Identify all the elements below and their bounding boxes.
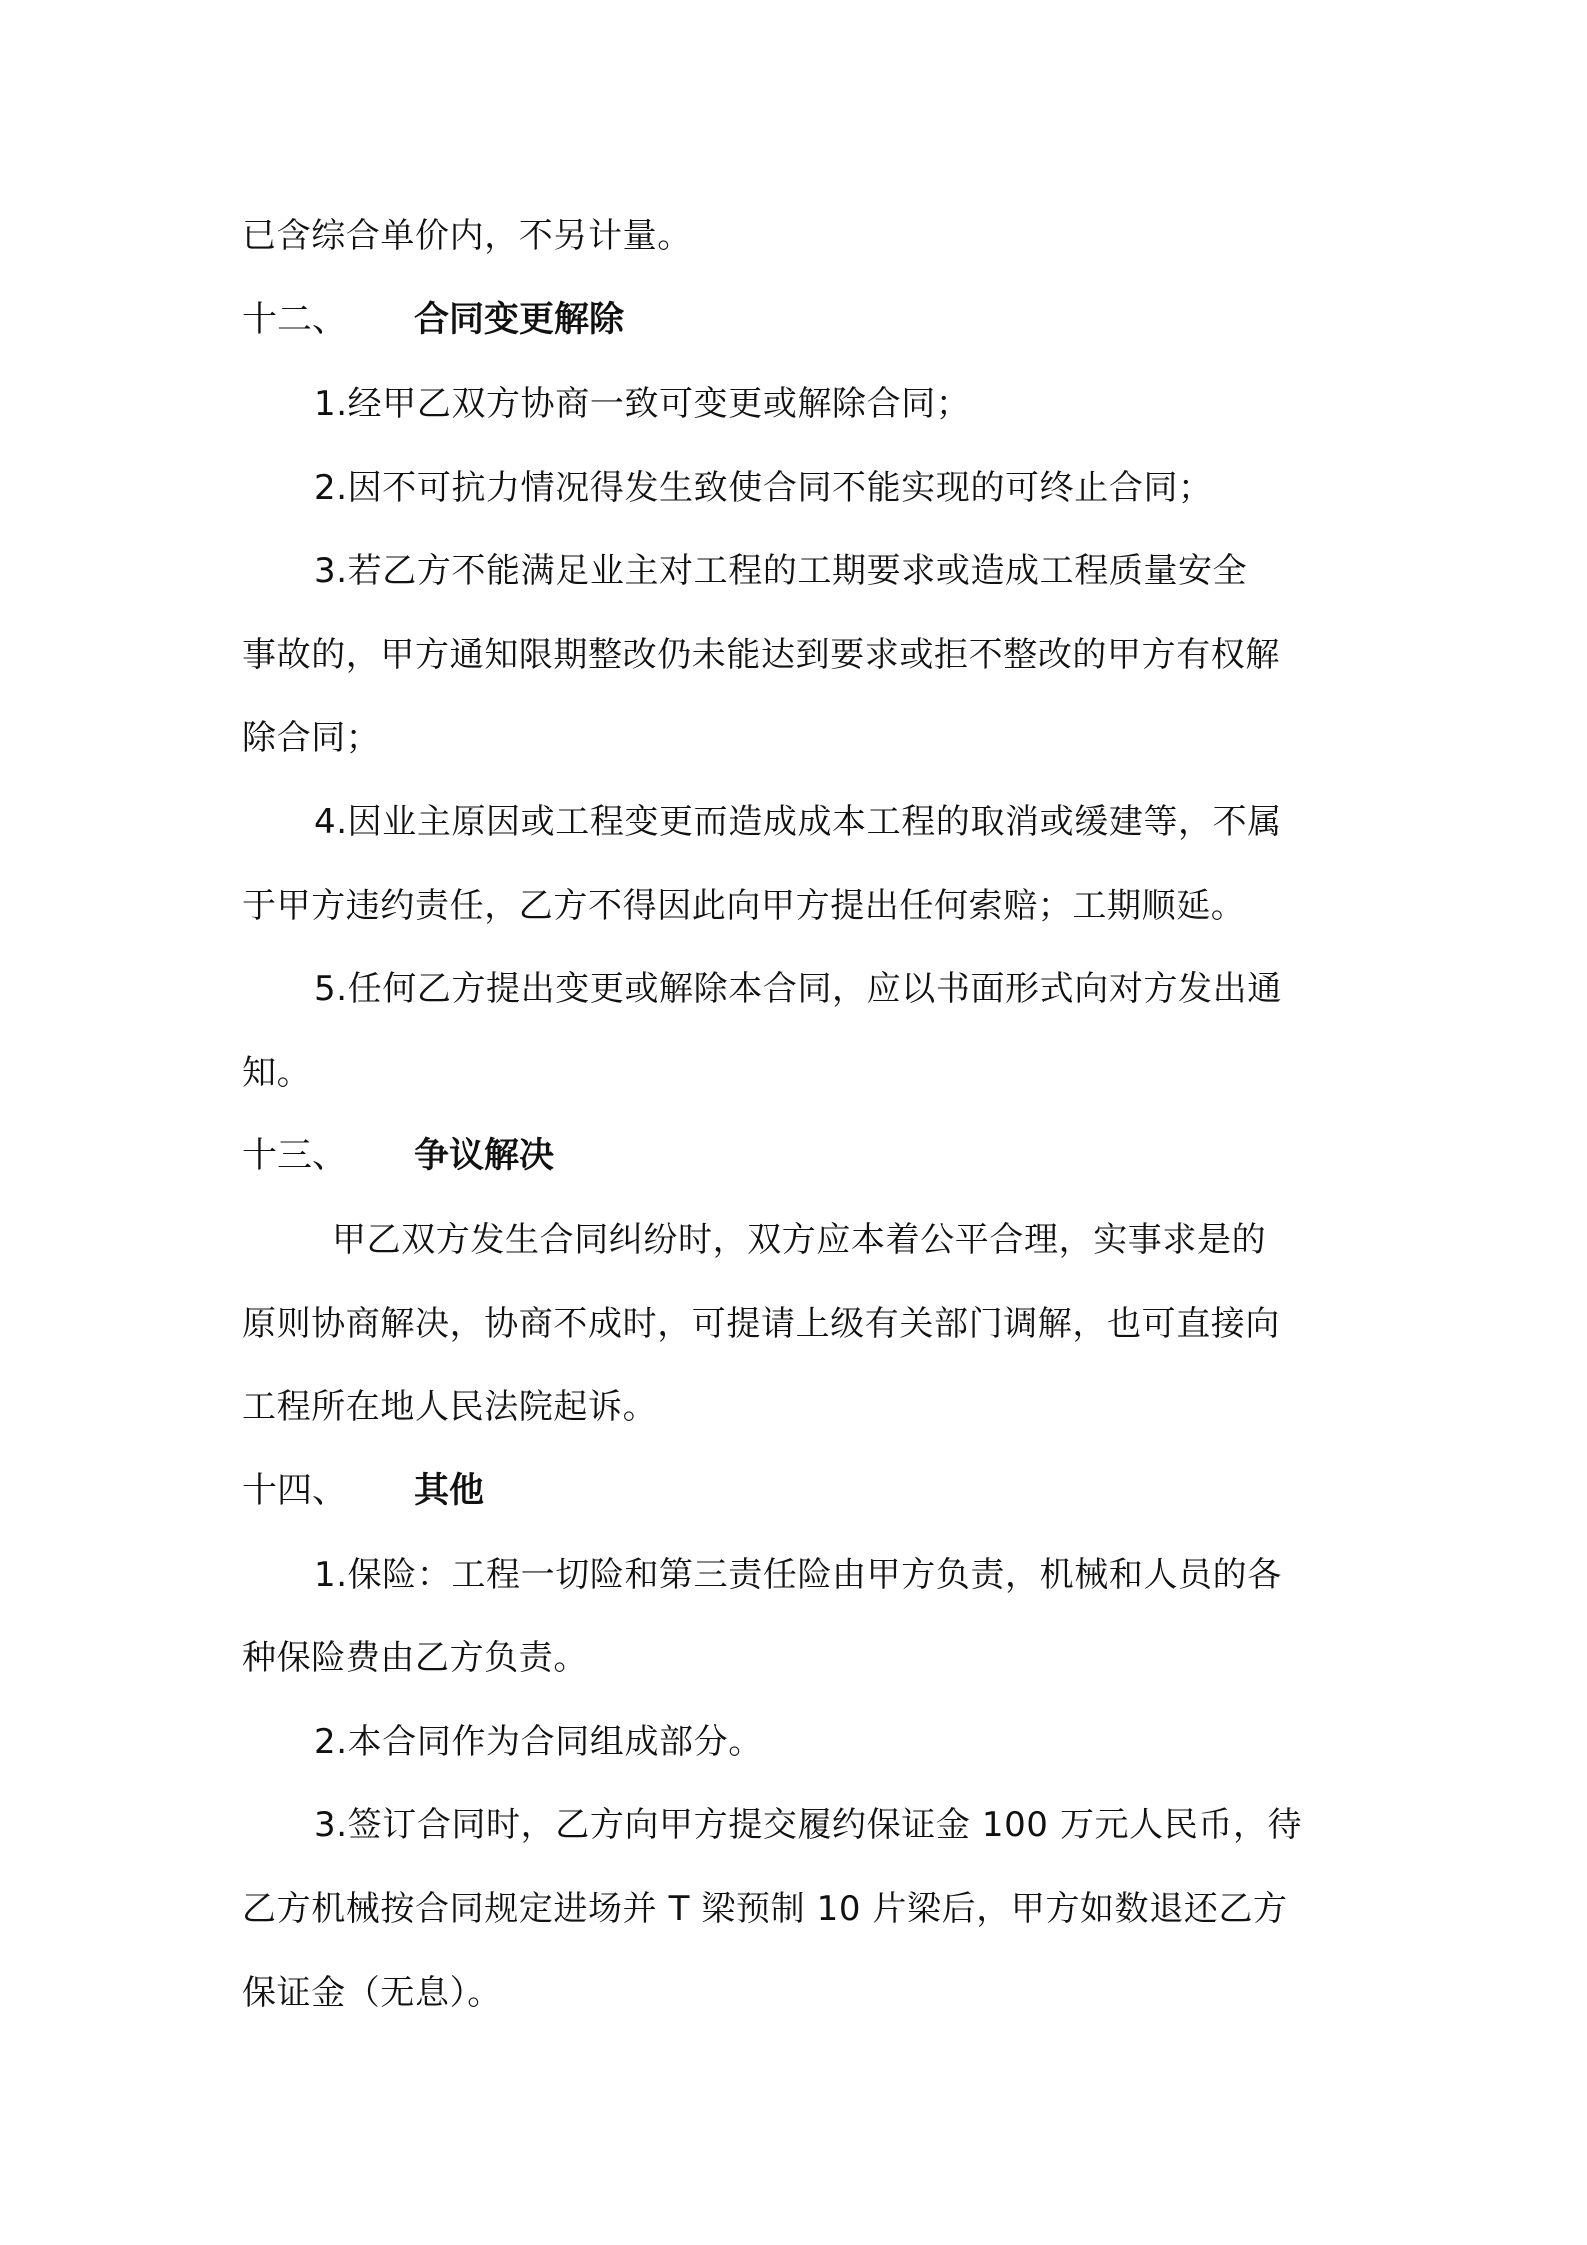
section-13-line-3: 工程所在地人民法院起诉。: [242, 1387, 658, 1427]
section-14-item-3-line-3: 保证金（无息）。: [242, 1973, 502, 2013]
section-12-item-4-line-1: 4.因业主原因或工程变更而造成成本工程的取消或缓建等，不属: [314, 802, 1282, 842]
section-12-title: 合同变更解除: [414, 300, 625, 340]
section-14-heading: [242, 1469, 484, 1513]
section-12-item-5-line-2: 知。: [242, 1053, 312, 1093]
section-13-line-1: 甲乙双方发生合同纠纷时，双方应本着公平合理，实事求是的: [332, 1220, 1267, 1260]
continuation-text: 已含综合单价内，不另计量。: [242, 216, 692, 256]
section-12-item-3-line-3: 除合同；: [242, 718, 381, 758]
section-12-item-4-line-2: 于甲方违约责任，乙方不得因此向甲方提出任何索赔；工期顺延。: [242, 886, 1246, 926]
section-12-heading: [242, 298, 624, 342]
section-14-number: 十四、: [242, 1471, 348, 1511]
section-12-item-5-line-1: 5.任何乙方提出变更或解除本合同，应以书面形式向对方发出通: [314, 969, 1282, 1009]
section-12-item-1: 1.经甲乙双方协商一致可变更或解除合同；: [314, 384, 971, 424]
section-12-item-2: 2.因不可抗力情况得发生致使合同不能实现的可终止合同；: [314, 468, 1213, 508]
section-14-item-3-line-2: 乙方机械按合同规定进场并 T 梁预制 10 片梁后，甲方如数退还乙方: [242, 1889, 1288, 1929]
section-14-item-2: 2.本合同作为合同组成部分。: [314, 1722, 763, 1762]
section-14-item-1-line-1: 1.保险：工程一切险和第三责任险由甲方负责，机械和人员的各: [314, 1555, 1282, 1595]
section-12-item-3-line-2: 事故的，甲方通知限期整改仍未能达到要求或拒不整改的甲方有权解: [242, 635, 1280, 675]
section-12-number: 十二、: [242, 300, 348, 340]
section-12-item-3-line-1: 3.若乙方不能满足业主对工程的工期要求或造成工程质量安全: [314, 551, 1248, 591]
section-14-item-3-line-1: 3.签订合同时，乙方向甲方提交履约保证金 100 万元人民币，待: [314, 1805, 1303, 1845]
section-13-heading: [242, 1134, 554, 1178]
section-13-line-2: 原则协商解决，协商不成时，可提请上级有关部门调解，也可直接向: [242, 1304, 1280, 1344]
section-14-item-1-line-2: 种保险费由乙方负责。: [242, 1638, 588, 1678]
section-14-title: 其他: [414, 1471, 485, 1511]
section-13-number: 十三、: [242, 1136, 348, 1176]
section-13-title: 争议解决: [414, 1136, 555, 1176]
